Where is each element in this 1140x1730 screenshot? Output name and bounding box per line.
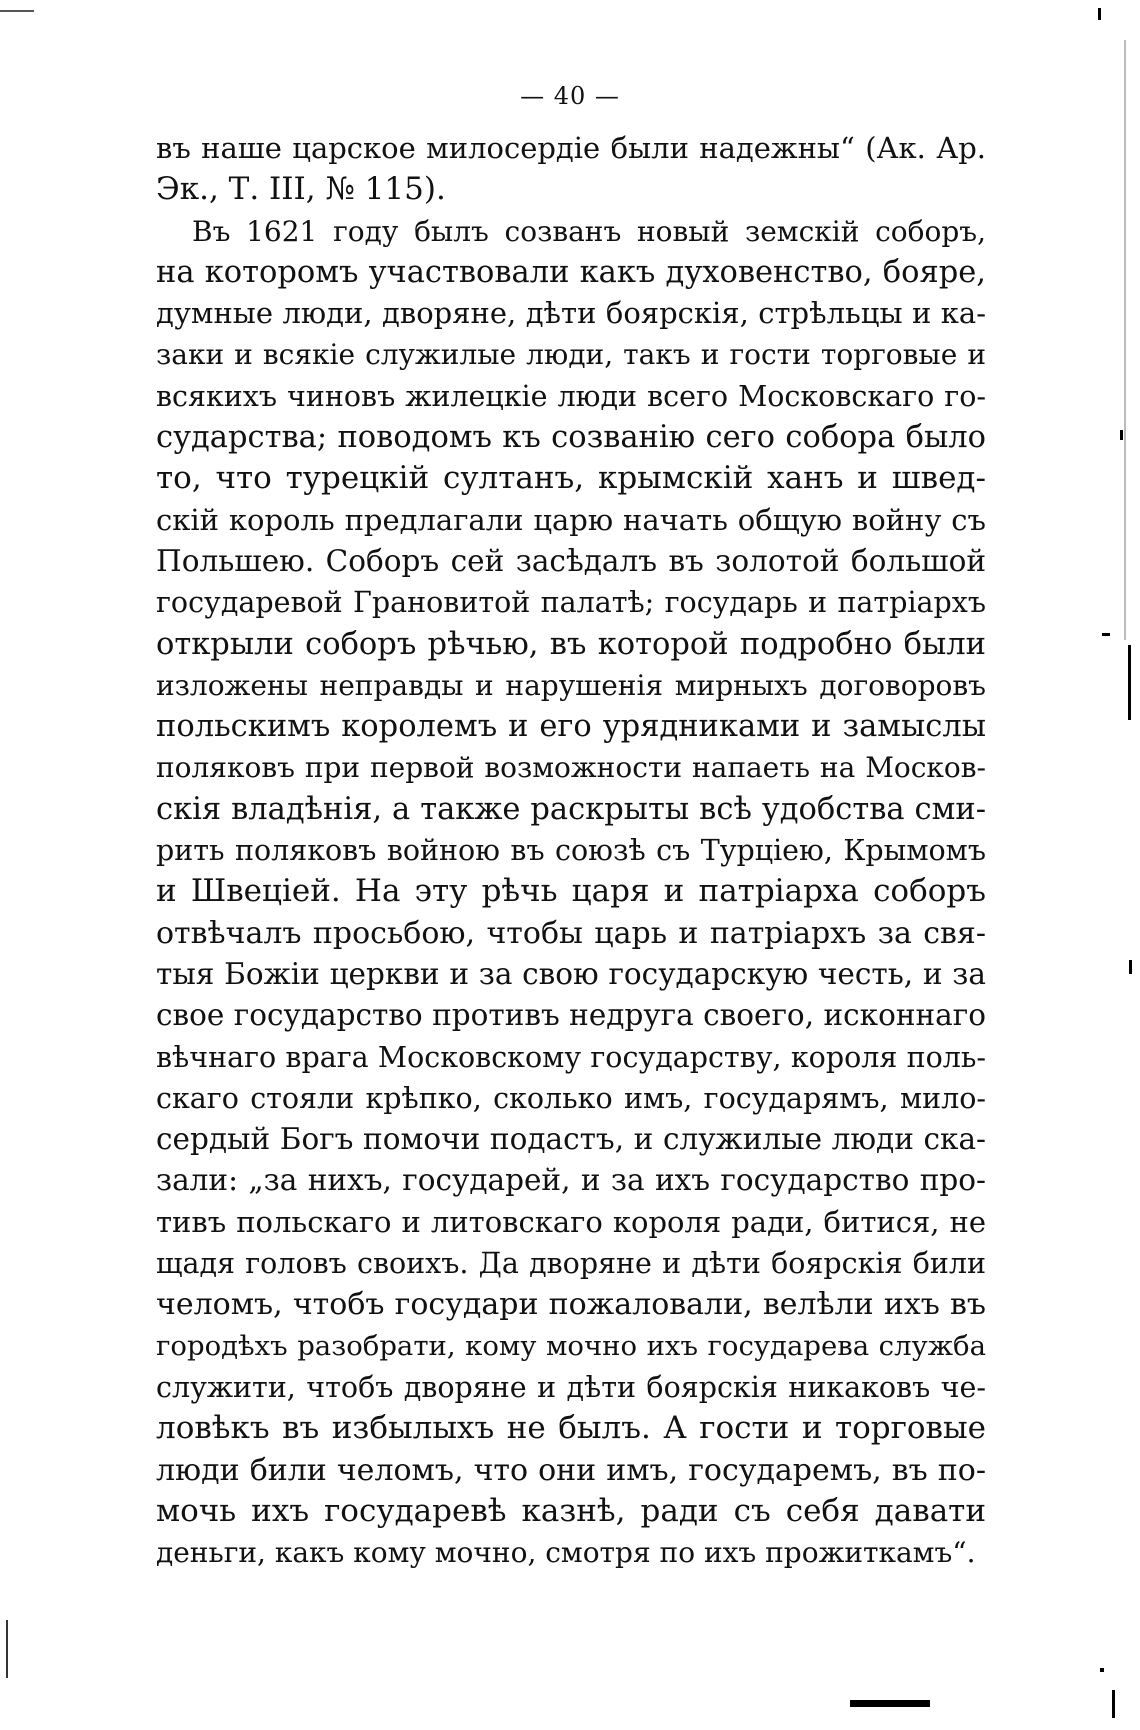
scan-speck (1129, 960, 1132, 974)
text-line: сударства; поводомъ къ созванію сего собора было (156, 420, 986, 456)
text-line: ловѣкъ въ избылыхъ не былъ. А гости и торговые (156, 1410, 986, 1447)
text-line: рить поляковъ войною въ союзѣ съ Турціею, Крымомъ (156, 834, 986, 868)
text-line: и Швеціей. На эту рѣчь царя и патріарха соборъ (156, 873, 986, 910)
scan-speck (1098, 8, 1101, 20)
text-line: открыли соборъ рѣчью, въ которой подробно были (156, 626, 986, 662)
text-line: сердый Богъ помочи подастъ, и служилые люди ска- (156, 1122, 986, 1157)
text-line: Польшею. Соборъ сей засѣдалъ въ золотой большой (156, 543, 986, 578)
paragraph-1 (156, 128, 986, 211)
text-line: деньги, какъ кому мочно, смотря по ихъ прожиткамъ“. (156, 1536, 976, 1570)
text-line: думные люди, дворяне, дѣти боярскія, стрѣльцы и ка- (156, 296, 986, 331)
text-line: свое государство противъ недруга своего, исконнаго (156, 998, 986, 1033)
text-line: тивъ польскаго и литовскаго короля ради, битися, не (156, 1204, 986, 1239)
text-line: щадя головъ своихъ. Да дворяне и дѣти боярскія били (156, 1247, 986, 1281)
text-line: городѣхъ разобрати, кому мочно ихъ государева служба (156, 1329, 986, 1362)
text-line: въ наше царское милосердіе были надежны“ (Ак. Ар. (156, 131, 986, 165)
text-line: польскимъ королемъ и его урядниками и замыслы (156, 709, 986, 745)
text-line: скій король предлагали царю начать общую войну съ (156, 502, 986, 537)
text-line: челомъ, чтобъ государи пожаловали, велѣли ихъ въ (156, 1287, 986, 1323)
scan-speck (1120, 430, 1123, 440)
text-line: скія владѣнія, а также раскрыты всѣ удобства сми- (156, 791, 986, 827)
scan-speck (850, 1700, 930, 1707)
text-line: вѣчнаго врага Московскому государству, короля поль- (156, 1040, 986, 1074)
text-line: люди били челомъ, что они имъ, государемъ, въ по- (156, 1452, 986, 1488)
text-line: государевой Грановитой палатѣ; государь и патріархъ (156, 586, 986, 620)
text-line: тыя Божіи церкви и за свою государскую честь, и за (156, 956, 986, 991)
text-line: то, что турецкій султанъ, крымскій ханъ и швед- (156, 460, 986, 497)
text-line: заки и всякіе служилые люди, такъ и гости торговые и (156, 338, 986, 372)
text-line: поляковъ при первой возможности напаеть на Москов- (156, 751, 986, 785)
text-line: Въ 1621 году былъ созванъ новый земскій соборъ, (192, 214, 986, 248)
body-text (156, 128, 986, 1573)
page-number: — 40 — (520, 82, 620, 110)
scan-edge-mark (6, 1620, 8, 1678)
text-line: скаго стояли крѣпко, сколько имъ, государямъ, мило- (156, 1081, 986, 1115)
text-line: изложены неправды и нарушенія мирныхъ договоровъ (156, 668, 986, 702)
text-line: Эк., Т. III, № 115). (156, 171, 446, 208)
scan-edge-mark (1124, 40, 1126, 640)
text-line: служити, чтобъ дворяне и дѣти боярскія никаковъ че- (156, 1370, 986, 1404)
text-line: отвѣчалъ просьбою, чтобы царь и патріархъ за свя- (156, 915, 986, 951)
scan-speck (1102, 633, 1110, 636)
text-line: на которомъ участвовали какъ духовенство, бояре, (156, 254, 986, 290)
text-line: мочь ихъ государевѣ казнѣ, ради съ себя давати (156, 1492, 986, 1529)
text-line: всякихъ чиновъ жилецкіе люди всего Московскаго го- (156, 379, 986, 413)
scan-speck (1112, 1690, 1115, 1718)
text-line: зали: „за нихъ, государей, и за ихъ государство про- (156, 1163, 986, 1198)
paragraph-2 (156, 211, 986, 1574)
scan-edge-mark (0, 10, 34, 12)
scan-speck (1100, 1668, 1104, 1672)
scan-speck (1128, 645, 1131, 720)
